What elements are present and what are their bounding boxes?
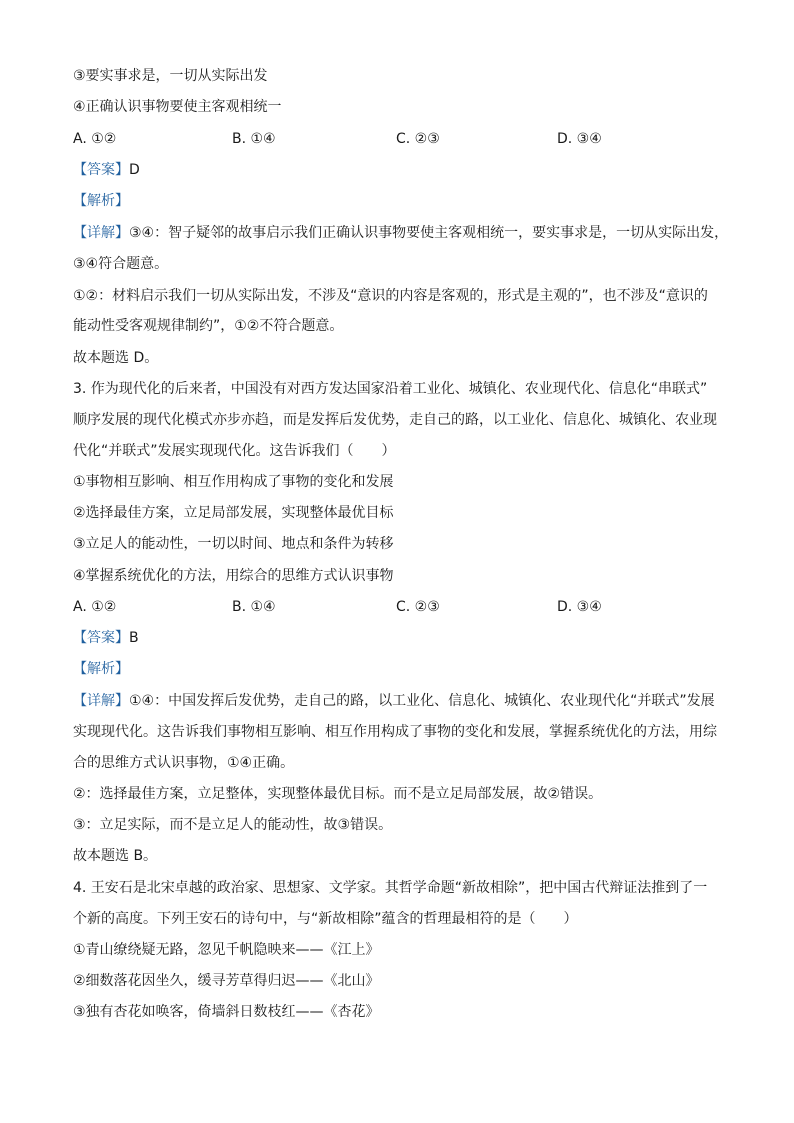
q2-statement-4: ④正确认识事物要使主客观相统一 [73, 99, 282, 115]
q3-option-c: C. ②③ [396, 599, 440, 615]
q3-conclusion: 故本题选 B。 [73, 848, 158, 864]
q3-detail-line-1: 【详解】①④：中国发挥后发优势，走自己的路，以工业化、信息化、城镇化、农业现代化“并联式”发展 [73, 693, 715, 709]
q3-answer [73, 628, 738, 648]
q2-statement-3: ③要实事求是，一切从实际出发 [73, 68, 268, 84]
q3-statement-3: ③立足人的能动性，一切以时间、地点和条件为转移 [73, 536, 394, 552]
q3-detail-line-5: ③：立足实际，而不是立足人的能动性，故③错误。 [73, 817, 393, 833]
q3-detail-line-4: ②：选择最佳方案，立足整体，实现整体最优目标。而不是立足局部发展，故②错误。 [73, 786, 603, 802]
q2-analysis-tag: 【解析】 [73, 193, 129, 209]
detail-tag: 【详解】 [73, 225, 129, 241]
q4-stem-line-1: 4. 王安石是北宋卓越的政治家、思想家、文学家。其哲学命题“新故相除”，把中国古代辩证法推到了一 [73, 880, 708, 896]
q2-option-d: D. ③④ [557, 131, 602, 147]
q2-detail-line-1: 【详解】③④：智子疑邻的故事启示我们正确认识事物要使主客观相统一，要实事求是，一切从实际出发， [73, 225, 729, 241]
q2-option-a: A. ①② [73, 131, 117, 147]
q3-detail-line-2: 实现现代化。这告诉我们事物相互影响、相互作用构成了事物的变化和发展，掌握系统优化的方法，用综 [73, 724, 717, 740]
q3-statement-4: ④掌握系统优化的方法，用综合的思维方式认识事物 [73, 568, 394, 584]
q2-detail-line-3: ①②：材料启示我们一切从实际出发，不涉及“意识的内容是客观的，形式是主观的”，也不涉及“意识的 [73, 288, 708, 304]
answer-tag: 【答案】 [73, 630, 129, 646]
q2-conclusion: 故本题选 D。 [73, 350, 159, 366]
q3-option-a: A. ①② [73, 599, 117, 615]
q3-option-b: B. ①④ [232, 599, 276, 615]
q4-stem-line-2: 个新的高度。下列王安石的诗句中，与“新故相除”蕴含的哲理最相符的是（ ） [73, 911, 578, 927]
answer-value: D [129, 162, 140, 178]
q4-statement-1: ①青山缭绕疑无路，忽见千帆隐映来——《江上》 [73, 942, 380, 958]
answer-tag: 【答案】 [73, 162, 129, 178]
detail-tag: 【详解】 [73, 693, 129, 709]
q4-statement-2: ②细数落花因坐久，缓寻芳草得归迟——《北山》 [73, 973, 380, 989]
q2-detail-line-2: ③④符合题意。 [73, 256, 169, 272]
q3-stem-line-2: 顺序发展的现代化模式亦步亦趋，而是发挥后发优势，走自己的路，以工业化、信息化、城镇化、农业现 [73, 412, 717, 428]
q2-option-b: B. ①④ [232, 131, 276, 147]
q2-answer [73, 160, 738, 180]
q3-detail-line-3: 合的思维方式认识事物，①④正确。 [73, 755, 295, 771]
q3-analysis-tag: 【解析】 [73, 661, 129, 677]
q4-statement-3: ③独有杏花如唤客，倚墙斜日数枝红——《杏花》 [73, 1004, 380, 1020]
q3-stem-line-1: 3. 作为现代化的后来者，中国没有对西方发达国家沿着工业化、城镇化、农业现代化、信息化“串联式” [73, 381, 708, 397]
q3-statement-1: ①事物相互影响、相互作用构成了事物的变化和发展 [73, 474, 394, 490]
q3-statement-2: ②选择最佳方案，立足局部发展，实现整体最优目标 [73, 505, 394, 521]
q3-stem-line-3: 代化“并联式”发展实现现代化。这告诉我们（ ） [73, 443, 396, 459]
q3-option-d: D. ③④ [557, 599, 602, 615]
answer-value: B [129, 630, 139, 646]
q2-option-c: C. ②③ [396, 131, 440, 147]
q2-detail-line-4: 能动性受客观规律制约”，①②不符合题意。 [73, 318, 344, 334]
